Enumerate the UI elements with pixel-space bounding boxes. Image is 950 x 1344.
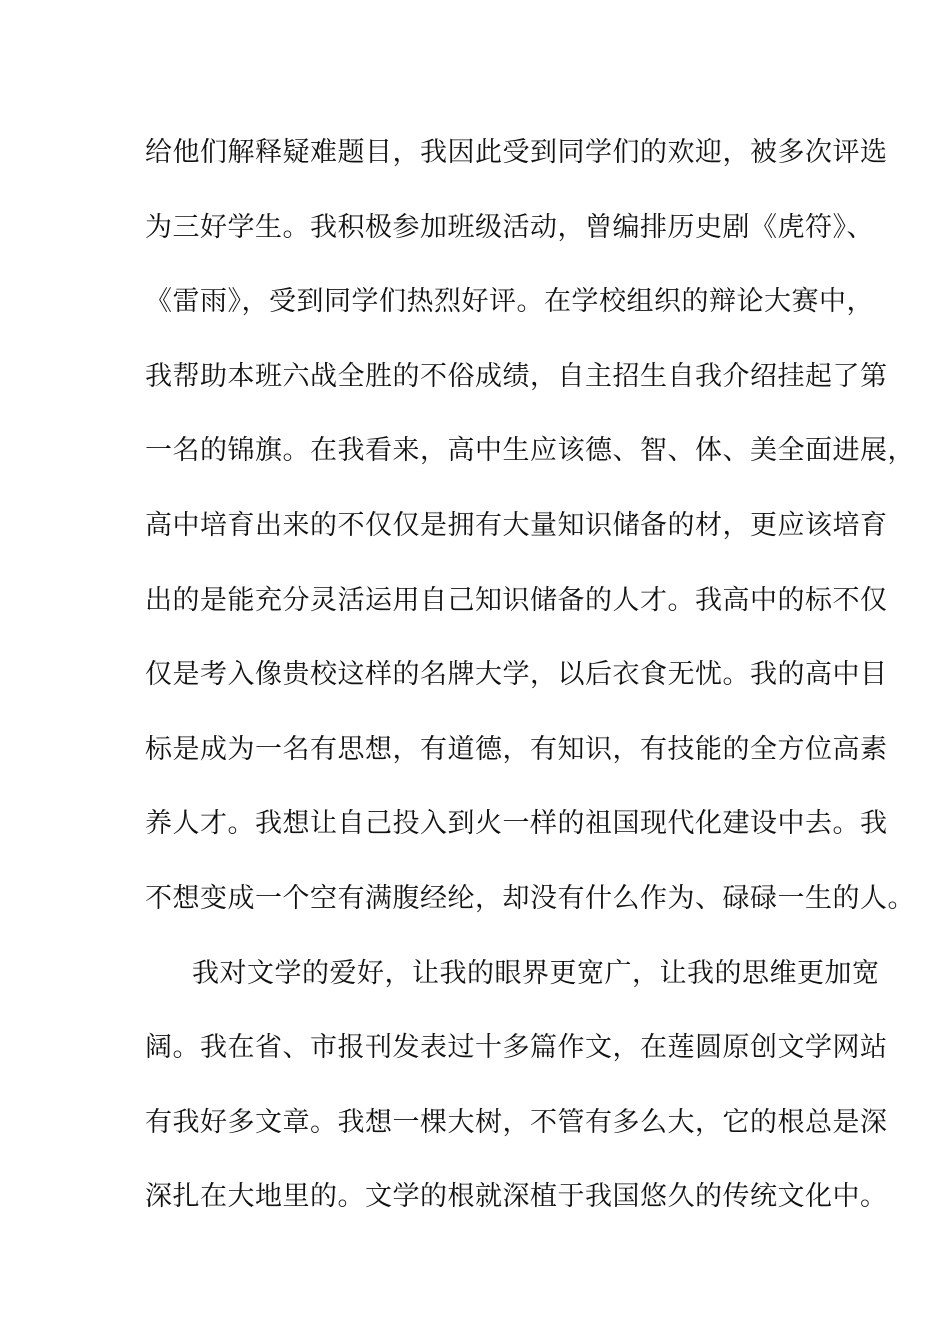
text-line: 深扎在大地里的。文学的根就深植于我国悠久的传统文化中。 bbox=[145, 1181, 888, 1213]
text-line: 仅是考入像贵校这样的名牌大学，以后衣食无忧。我的高中目 bbox=[145, 659, 888, 691]
text-line: 有我好多文章。我想一棵大树，不管有多么大，它的根总是深 bbox=[145, 1106, 888, 1138]
text-line: 阔。我在省、市报刊发表过十多篇作文，在莲圆原创文学网站 bbox=[145, 1032, 888, 1064]
text-line: 高中培育出来的不仅仅是拥有大量知识储备的材，更应该培育 bbox=[145, 509, 888, 541]
text-line: 不想变成一个空有满腹经纶，却没有什么作为、碌碌一生的人。 bbox=[145, 882, 915, 914]
body-text bbox=[145, 130, 915, 1249]
text-line: 《雷雨》，受到同学们热烈好评。在学校组织的辩论大赛中， bbox=[145, 286, 874, 318]
text-line: 我帮助本班六战全胜的不俗成绩，自主招生自我介绍挂起了第 bbox=[145, 360, 888, 392]
text-line: 标是成为一名有思想，有道德，有知识，有技能的全方位高素 bbox=[145, 733, 888, 765]
text-line: 出的是能充分灵活运用自己知识储备的人才。我高中的标不仅 bbox=[145, 584, 888, 616]
text-line: 养人才。我想让自己投入到火一样的祖国现代化建设中去。我 bbox=[145, 808, 888, 840]
text-line: 为三好学生。我积极参加班级活动，曾编排历史剧《虎符》、 bbox=[145, 211, 874, 243]
text-line: 一名的锦旗。在我看来，高中生应该德、智、体、美全面进展， bbox=[145, 435, 915, 467]
paragraph-start-line: 我对文学的爱好，让我的眼界更宽广，让我的思维更加宽 bbox=[192, 957, 880, 989]
text-line: 给他们解释疑难题目，我因此受到同学们的欢迎，被多次评选 bbox=[145, 137, 888, 168]
